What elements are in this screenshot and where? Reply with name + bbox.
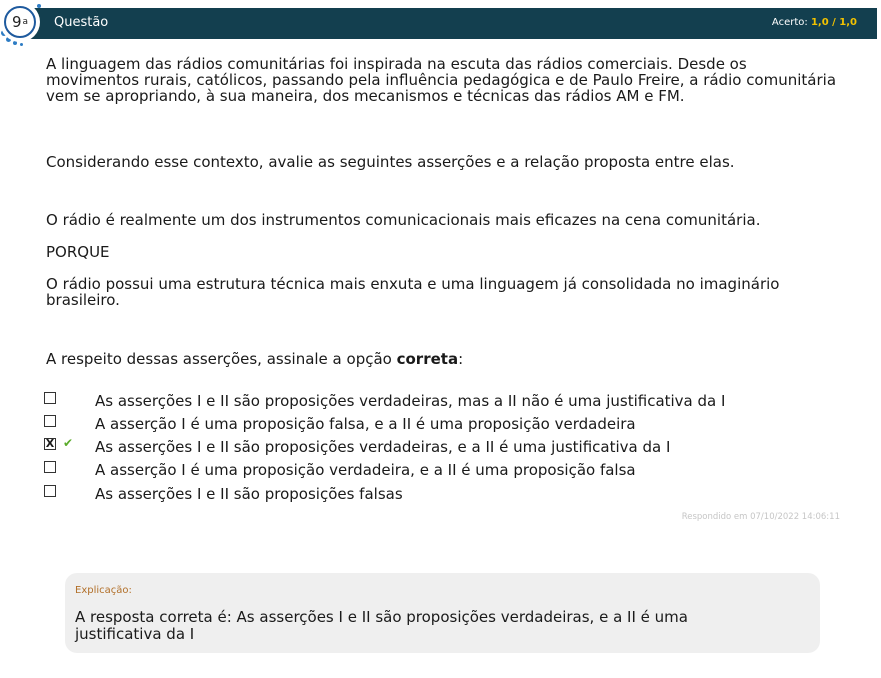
option-text: As asserções I e II são proposições verdadeiras, e a II é uma justificativa da I: [95, 438, 671, 456]
option-text: A asserção I é uma proposição verdadeira, e a II é uma proposição falsa: [95, 461, 636, 479]
score-display: [772, 17, 857, 28]
score-value: 1,0 / 1,0: [810, 17, 857, 28]
option-checkbox[interactable]: [44, 392, 56, 404]
answer-prompt-bold: correta: [396, 350, 459, 368]
score-label: Acerto:: [771, 17, 808, 28]
option-checkbox[interactable]: [44, 461, 56, 473]
option-checkbox-selected[interactable]: X: [45, 437, 55, 450]
answered-timestamp: Respondido em 07/10/2022 14:06:11: [681, 512, 840, 522]
option-text: A asserção I é uma proposição falsa, e a II é uma proposição verdadeira: [95, 415, 636, 433]
answer-prompt-prefix: A respeito dessas asserções, assinale a opção: [46, 350, 397, 368]
explanation-text: A resposta correta é: As asserções I e II são proposições verdadeiras, e a II é uma justificativa da I: [75, 608, 688, 643]
option-text: As asserções I e II são proposições falsas: [95, 485, 403, 503]
question-number-badge: [0, 2, 40, 42]
question-context-paragraph: A linguagem das rádios comunitárias foi inspirada na escuta das rádios comerciais. Desde os movimentos rurais, católicos, passando pela influência pedagógica e de Paulo Freire, a rádio comunitária vem se apropriando, à sua maneira, dos mecanismos e técnicas das rádios AM e FM.: [46, 55, 837, 105]
option-checkbox[interactable]: [44, 415, 56, 427]
answer-prompt-suffix: :: [458, 350, 464, 368]
answer-prompt: [46, 351, 836, 367]
explanation-box: [65, 573, 820, 653]
question-number: 9: [11, 13, 22, 31]
explanation-label: Explicação:: [75, 585, 132, 596]
question-title: Questão: [54, 15, 109, 30]
option-text: As asserções I e II são proposições verdadeiras, mas a II não é uma justificativa da I: [95, 392, 726, 410]
assertion-connector: PORQUE: [46, 243, 110, 261]
correct-check-icon: ✔: [63, 436, 74, 450]
question-number-suffix: a: [22, 17, 29, 27]
badge-decoration-dot: [20, 43, 23, 46]
assertion-two: O rádio possui uma estrutura técnica mais enxuta e uma linguagem já consolidada no imaginário brasileiro.: [46, 275, 780, 309]
badge-decoration-dot: [37, 4, 41, 8]
option-checkbox[interactable]: [44, 485, 56, 497]
question-header: [20, 8, 877, 39]
assertion-one: O rádio é realmente um dos instrumentos comunicacionais mais eficazes na cena comunitária.: [46, 211, 761, 229]
question-instruction: Considerando esse contexto, avalie as seguintes asserções e a relação proposta entre elas.: [46, 153, 735, 171]
